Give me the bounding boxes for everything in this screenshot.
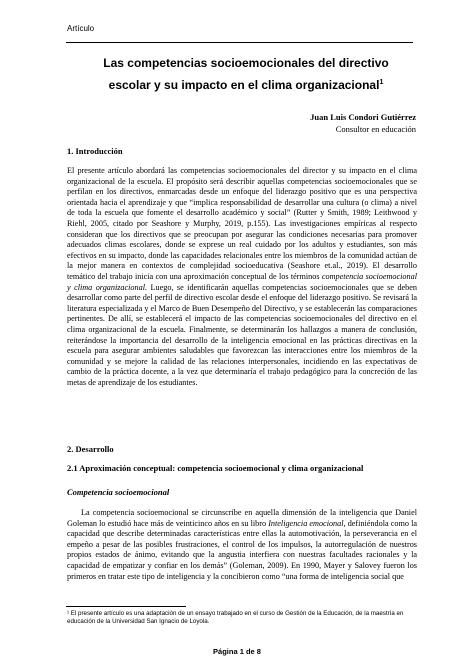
article-title [86, 54, 406, 95]
running-header: Artículo [67, 24, 95, 33]
author-name: Juan Luis Condori Gutiérrez [310, 112, 416, 122]
footnote: ¹ El presente artículo es una adaptación de un ensayo trabajado en el curso de Gestión de la Educación, de la maestría en educación de la Universidad San Ignacio de Loyola. [67, 610, 404, 625]
footnote-divider [66, 606, 186, 607]
author-affiliation: Consultor en educación [335, 124, 416, 134]
intro-text-2: Luego, se identificarán aquellas competencias socioemocionales que se deben desarrollar como parte del perfil de directivo escolar desde el enfoque del liderazgo positivo. Se revisará la literatura especializada y el Marco de Buen Desempeño del Directivo, y se establecerán las comparaciones pertinentes. De allí, se establecerá el impacto de las competencias socioemocionales del directivo en el clima organizacional de la escuela. Finalmente, se determinarán los hallazgos a manera de conclusión, reiterándose la importancia del desarrollo de la inteligencia emocional en las prácticas directivas en la escuela para asegurar ambientes saludables que favorezcan las interacciones entre los miembros de la comunidad y se mejore la calidad de las relaciones interpersonales, incidiendo en las expectativas de cambio de la práctica docente, a la vez que determinaría el trabajo pedagógico para la concreción de las metas de aprendizaje de los estudiantes. [67, 282, 417, 387]
competence-text-1: La competencia socioemocional se circunscribe en aquella dimensión de la inteligencia que Daniel Goleman lo estudió hace más de veinticinco años en su libro [67, 508, 417, 528]
intro-text-1: El presente artículo abordará las competencias socioemocionales del director y su impacto en el clima organizacional de la escuela. El propósito será describir aquellas competencias socioemocionales que se perfilan en los directivos, enmarcadas desde un enfoque del liderazgo positivo que es una perspectiva orientada hacia el aprendizaje y que “implica responsabilidad de desarrollar una cultura (o clima) a nivel de toda la escuela que fomente el desarrollo académico y social” (Rutter y Smith, 1989; Leithwood y Riehl, 2005, citado por Seashore y Murphy, 2019, p.155). Las investigaciones empíricas al respecto consideran que los directivos que se preocupan por asegurar las condiciones necesarias para promover adecuados climas escolares, donde se exprese un real cuidado por los adultos y estudiantes, son más efectivos en su impacto, donde las capacidades relacionales entre los miembros de la comunidad actúan de la mejor manera en contextos de complejidad socioeducativa (Seashore et.al., 2019). El desarrollo temático del trabajo inicia con una aproximación conceptual de los términos [67, 166, 417, 281]
subsection-heading: 2.1 Aproximación conceptual: competencia socioemocional y clima organizacional [67, 463, 364, 473]
section-heading-development: 2. Desarrollo [67, 444, 114, 454]
competence-text-2: definiéndola como la capacidad que describe determinadas características entre ellas la automotivación, la perseverancia en el empeño a pesar de las posibles frustraciones, el control de los impulsos, la autorregulación de nuestros propios estados de ánimo, evitando que la angustia interfiera con nuestras facultades racionales y la capacidad de empatizar y confiar en los demás” (Goleman, 2009). En 1990, Mayer y Salovey fueron los primeros en tratar este tipo de inteligencia y la concibieron como “una forma de inteligencia social que [67, 518, 417, 581]
competence-paragraph [67, 508, 417, 582]
competence-italic-book: Inteligencia emocional, [268, 518, 346, 528]
intro-italic-terms: competencia socioemocional y clima organizacional. [67, 271, 417, 292]
section-heading-intro: 1. Introducción [67, 146, 123, 156]
header-divider [66, 42, 413, 43]
title-line-1: Las competencias socioemocionales del directivo [103, 56, 389, 70]
subsubsection-heading: Competencia socioemocional [67, 487, 170, 497]
title-line-2: escolar y su impacto en el clima organizacional [108, 78, 380, 92]
page-number: Página 1 de 8 [213, 647, 261, 656]
title-footnote-marker[interactable]: 1 [379, 79, 384, 86]
intro-paragraph [67, 166, 417, 388]
